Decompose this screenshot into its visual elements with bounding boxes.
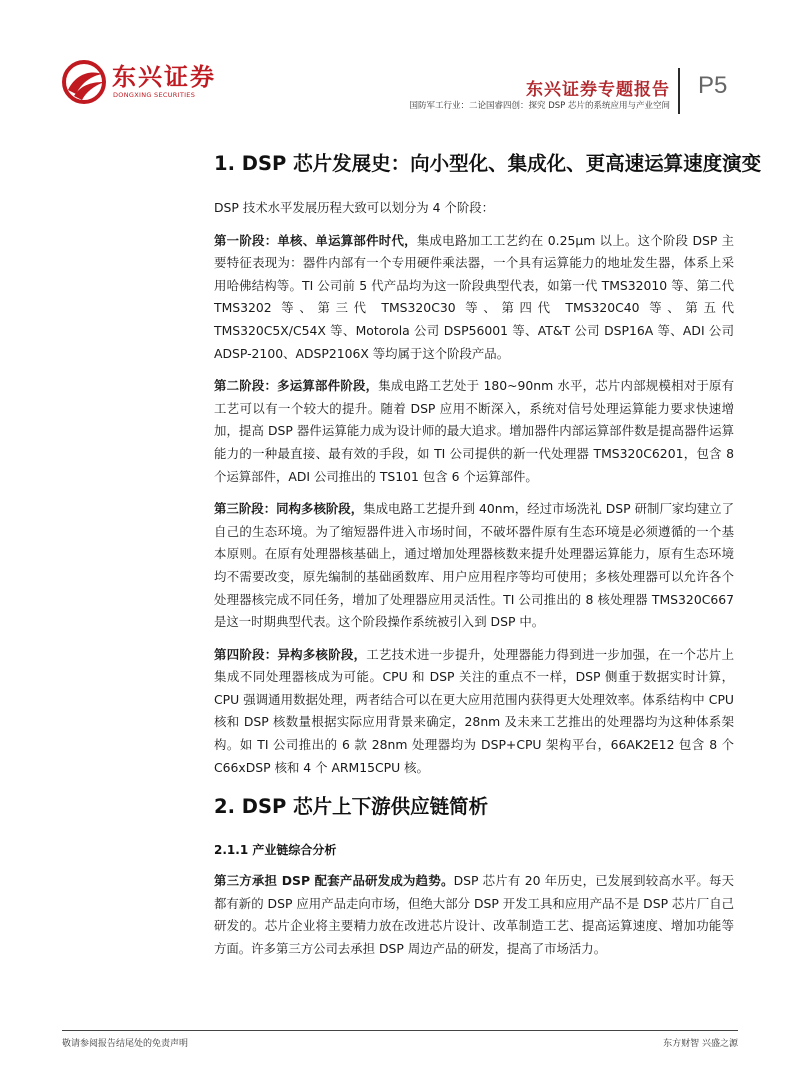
stage-3-paragraph	[214, 498, 734, 634]
stage-4-paragraph	[214, 644, 734, 780]
stage-1-text: 集成电路加工工艺约在 0.25μm 以上。这个阶段 DSP 主要特征表现为：器件内部有一个专用硬件乘法器，一个具有运算能力的地址发生器，体系上采用哈佛结构等。TI 公司前 5 代产品均为这一阶段典型代表，如第一代 TMS32010 等、第二代 TMS3202 等、第三代 TMS320C30 等、第四代 TMS320C40 等、第五代 TMS320C5X/C54X 等、Motorola 公司 DSP56001 等、AT&T 公司 DSP16A 等、ADI 公司 ADSP-2100、ADSP2106X 等均属于这个阶段产品。	[214, 232, 734, 361]
page-header	[0, 0, 800, 118]
page-number: P5	[698, 72, 728, 99]
main-content	[214, 150, 762, 961]
industry-chain-text: DSP 芯片有 20 年历史，已发展到较高水平。每天都有新的 DSP 应用产品走向市场，但绝大部分 DSP 开发工具和应用产品不是 DSP 芯片厂自己研发的。芯片企业将主要精力放在改进芯片设计、改革制造工艺、提高运算速度、增加功能等方面。许多第三方公司去承担 DSP 周边产品的研发，提高了市场活力。	[214, 873, 734, 957]
stage-2-heading: 第二阶段：多运算部件阶段，	[214, 378, 379, 394]
section-1-title: 1. DSP 芯片发展史：向小型化、集成化、更高速运算速度演变	[214, 152, 762, 175]
section-2-title: 2. DSP 芯片上下游供应链简析	[214, 795, 489, 819]
stage-1-heading: 第一阶段：单核、单运算部件时代，	[214, 232, 417, 248]
stage-1-paragraph	[214, 230, 734, 366]
stage-4-heading: 第四阶段：异构多核阶段，	[214, 646, 367, 662]
logo-chinese-name: 东兴证券	[112, 63, 216, 91]
stage-3-text: 集成电路工艺提升到 40nm，经过市场洗礼 DSP 研制厂家均建立了自己的生态环境。为了缩短器件进入市场时间，不破坏器件原有生态环境是必须遵循的一个基本原则。在原有处理器核基础上，通过增加处理器核数来提升处理器运算能力，原有生态环境均不需要改变，原先编制的基础函数库、用户应用程序等均可使用；多核处理器可以允许各个处理器核完成不同任务，增加了处理器应用灵活性。TI 公司推出的 8 核处理器 TMS320C667 是这一时期典型代表。这个阶段操作系统被引入到 DSP 中。	[214, 501, 735, 630]
report-subtitle: 国防军工行业：二论国睿四创：探究 DSP 芯片的系统应用与产业空间	[409, 101, 670, 111]
section-1-intro: DSP 技术水平发展历程大致可以划分为 4 个阶段：	[214, 200, 494, 215]
footer-disclaimer: 敬请参阅报告结尾处的免责声明	[62, 1039, 189, 1049]
logo-mark-icon	[62, 60, 108, 104]
footer-divider	[62, 1030, 738, 1031]
logo-english-name: DONGXING SECURITIES	[113, 91, 196, 99]
stage-3-heading: 第三阶段：同构多核阶段，	[214, 501, 364, 517]
footer-slogan: 东方财智 兴盛之源	[663, 1039, 738, 1049]
industry-chain-heading: 第三方承担 DSP 配套产品研发成为趋势。	[214, 873, 454, 889]
stage-2-text: 集成电路工艺处于 180~90nm 水平，芯片内部规模相对于原有工艺可以有一个较大的提升。随着 DSP 应用不断深入，系统对信号处理运算能力要求快速增加，提高 DSP 器件运算能力成为设计师的最大追求。增加器件内部运算部件数是提高器件运算能力的一种最直接、最有效的手段，如 TI 公司提供的新一代处理器 TMS320C6201，包含 8 个运算部件，ADI 公司推出的 TS101 包含 6 个运算部件。	[214, 378, 734, 484]
header-divider	[678, 68, 680, 114]
stage-4-text: 工艺技术进一步提升，处理器能力得到进一步加强，在一个芯片上集成不同处理器核成为可能。CPU 和 DSP 关注的重点不一样，DSP 侧重于数据实时计算，CPU 强调通用数据处理，两者结合可以在更大应用范围内获得更大处理效率。体系结构中 CPU 核和 DSP 核数量根据实际应用背景来确定，28nm 及未来工艺推出的处理器均为这种体系架构。如 TI 公司推出的 6 款 28nm 处理器均为 DSP+CPU 架构平台，66AK2E12 包含 8 个 C66xDSP 核和 4 个 ARM15CPU 核。	[214, 646, 735, 775]
subsection-title: 2.1.1 产业链综合分析	[214, 843, 337, 858]
industry-chain-paragraph	[214, 870, 734, 960]
stage-2-paragraph	[214, 375, 734, 488]
company-logo	[62, 60, 252, 106]
report-title: 东兴证券专题报告	[526, 80, 670, 100]
